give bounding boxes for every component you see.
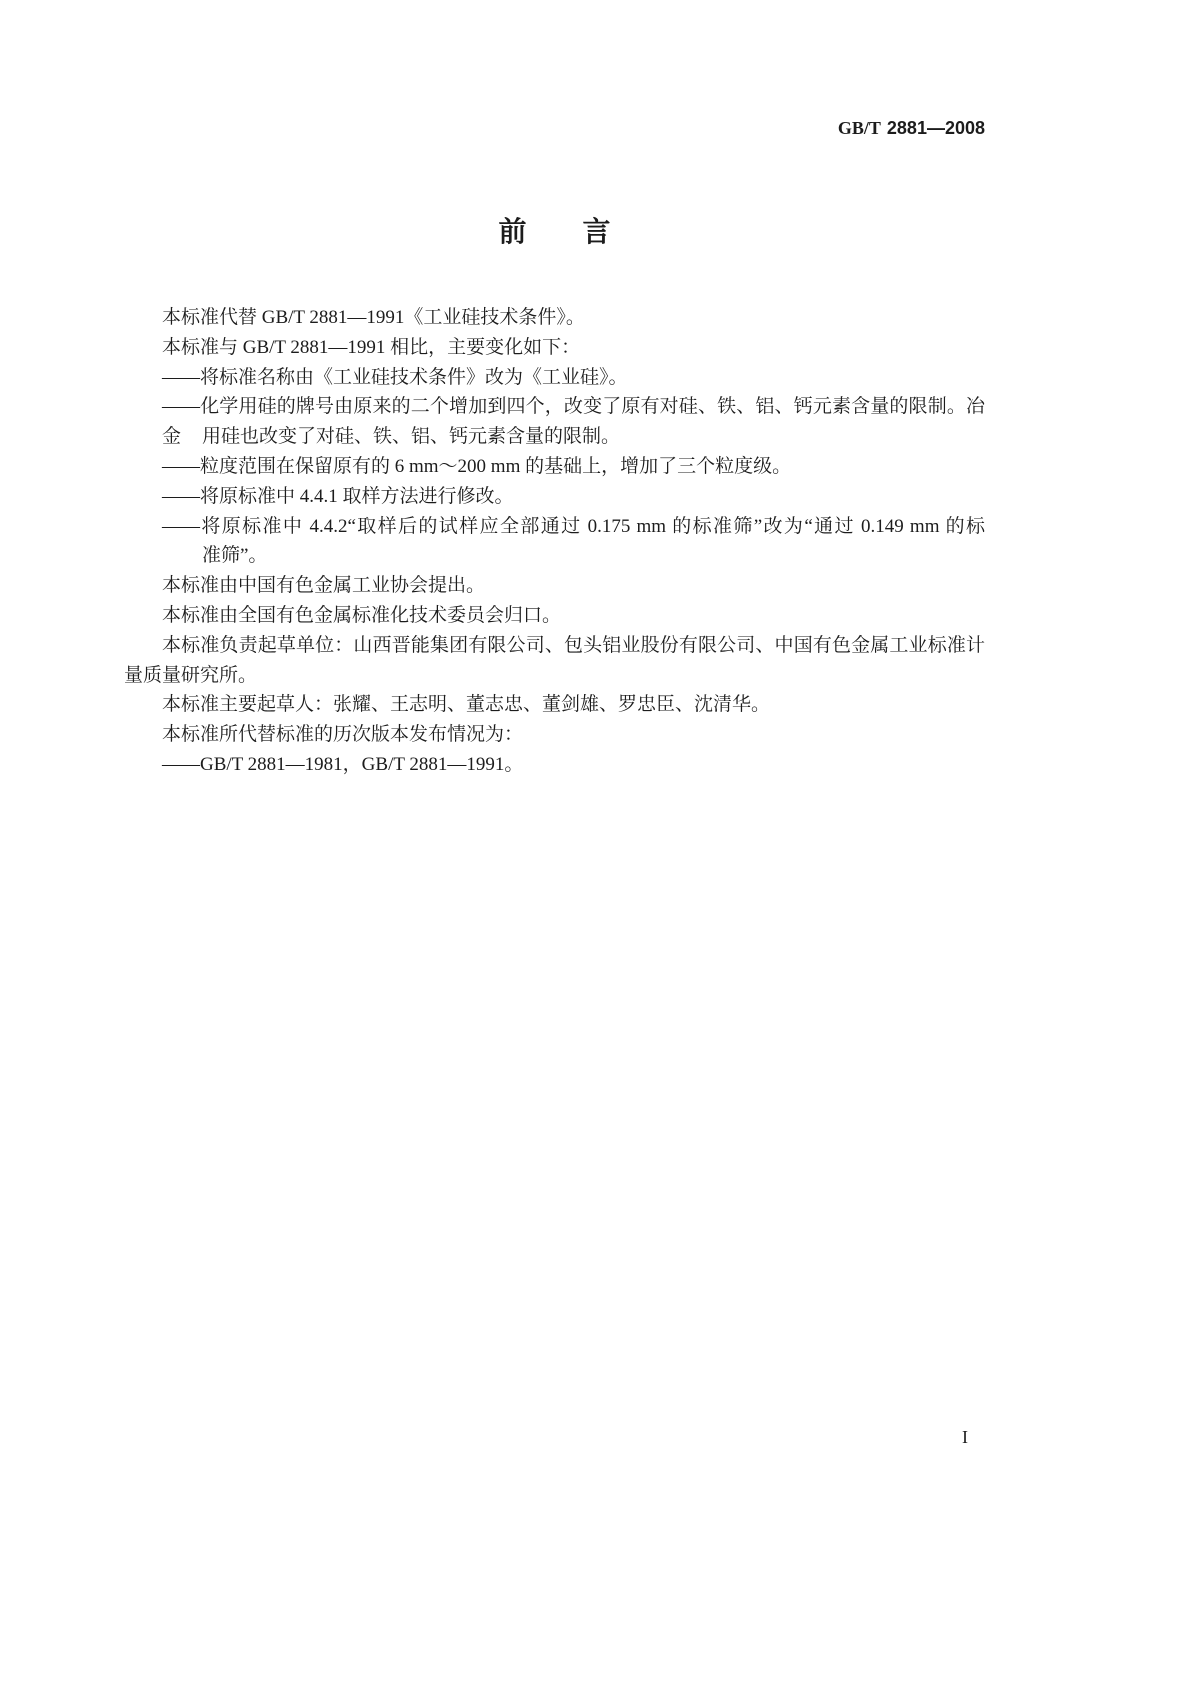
paragraph-line: 本标准负责起草单位：山西晋能集团有限公司、包头铝业股份有限公司、中国有色金属工业标准计 (162, 634, 985, 656)
paragraph (124, 303, 985, 333)
standard-number-header (838, 116, 985, 140)
change-list-item (124, 512, 985, 572)
change-list-item (124, 392, 985, 452)
paragraph-line: ——粒度范围在保留原有的 6 mm～200 mm 的基础上，增加了三个粒度级。 (162, 455, 792, 477)
paragraph-line: 本标准由中国有色金属工业协会提出。 (162, 575, 486, 597)
standard-code-prefix: GB/T (837, 118, 881, 138)
paragraph-line: ——将原标准中 4.4.2“取样后的试样应全部通过 0.175 mm 的标准筛”改为“通过 0.149 mm 的标 (162, 515, 985, 537)
paragraph-line: 本标准主要起草人：张耀、王志明、董志忠、董剑雄、罗忠臣、沈清华。 (162, 694, 771, 716)
paragraph-line: 本标准与 GB/T 2881—1991 相比，主要变化如下： (162, 336, 581, 358)
paragraph-line: ——化学用硅的牌号由原来的二个增加到四个，改变了原有对硅、铁、铝、钙元素含量的限制。冶金 (162, 396, 985, 448)
page-number: I (962, 1427, 968, 1447)
foreword-body (124, 303, 985, 780)
standard-code-number: 2881—2008 (886, 118, 985, 138)
paragraph (124, 690, 985, 720)
paragraph-line: ——GB/T 2881—1981，GB/T 2881—1991。 (162, 753, 524, 775)
paragraph (124, 631, 985, 691)
paragraph (124, 571, 985, 601)
paragraph-line: 准筛”。 (202, 545, 268, 567)
paragraph-line: ——将标准名称由《工业硅技术条件》改为《工业硅》。 (162, 366, 628, 388)
foreword-title: 前 言 (498, 215, 611, 248)
change-list-item (124, 363, 985, 393)
change-list-item (124, 452, 985, 482)
change-list-item (124, 750, 985, 780)
paragraph-line: 量质量研究所。 (124, 664, 258, 686)
paragraph (124, 333, 985, 363)
paragraph (124, 720, 985, 750)
change-list-item (124, 482, 985, 512)
paragraph (124, 601, 985, 631)
paragraph-line: ——将原标准中 4.4.1 取样方法进行修改。 (162, 485, 514, 507)
paragraph-line: 本标准所代替标准的历次版本发布情况为： (162, 724, 524, 746)
paragraph-line: 本标准由全国有色金属标准化技术委员会归口。 (162, 604, 562, 626)
paragraph-line: 用硅也改变了对硅、铁、铝、钙元素含量的限制。 (202, 426, 621, 448)
paragraph-line: 本标准代替 GB/T 2881—1991《工业硅技术条件》。 (162, 307, 585, 328)
